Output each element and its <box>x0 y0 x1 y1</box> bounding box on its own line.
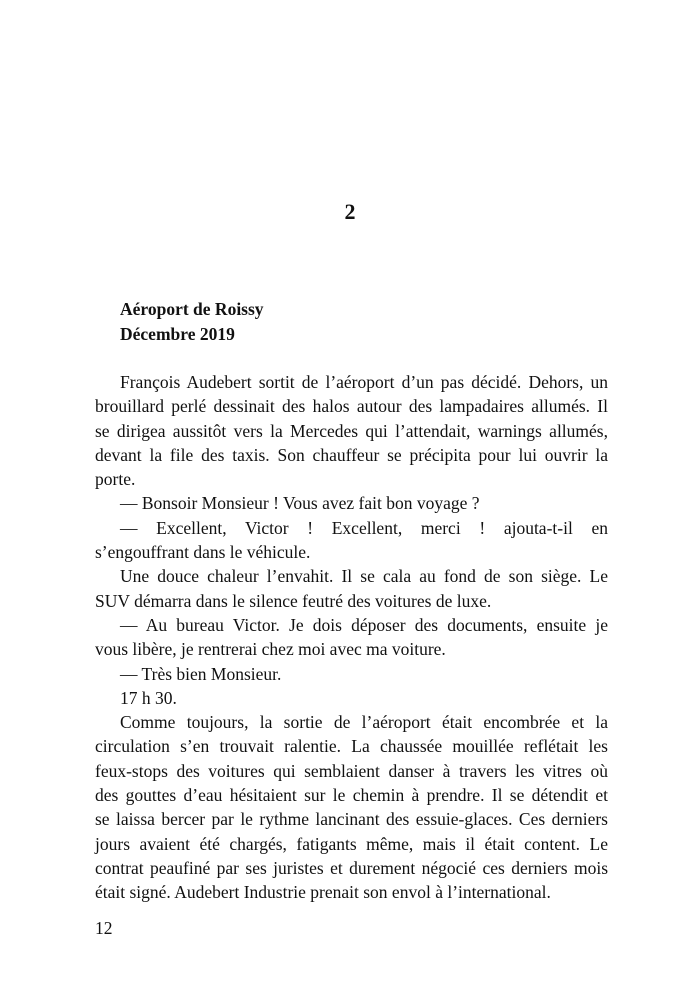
text-line: vous libère, je rentrerai chez moi avec ma voiture. <box>95 639 446 660</box>
text-line: porte. <box>95 469 136 490</box>
heading-place: Aéroport de Roissy <box>120 299 264 319</box>
text-line: — Très bien Monsieur. <box>120 663 282 684</box>
paragraph <box>95 686 608 710</box>
text-line: s’engouffrant dans le véhicule. <box>95 542 311 563</box>
heading-date: Décembre 2019 <box>120 324 235 344</box>
paragraph <box>95 491 608 515</box>
text-line: 17 h 30. <box>120 687 177 708</box>
page-number: 12 <box>95 918 113 938</box>
text-line: était signé. Audebert Industrie prenait son envol à l’international. <box>95 882 551 903</box>
text-line: se laissa bercer par le rythme lancinant des essuie-glaces. Ces derniers <box>95 809 608 830</box>
text-line: — Au bureau Victor. Je dois déposer des documents, ensuite je <box>120 614 608 635</box>
text-line: — Excellent, Victor ! Excellent, merci ! ajouta-t-il en <box>120 517 608 538</box>
paragraph <box>95 613 608 662</box>
text-line: brouillard perlé dessinait des halos autour des lampadaires allumés. Il <box>95 396 608 417</box>
paragraph <box>95 662 608 686</box>
text-line: devant la file des taxis. Son chauffeur se précipita pour lui ouvrir la <box>95 444 608 465</box>
text-line: des gouttes d’eau hésitaient sur le chemin à prendre. Il se détendit et <box>95 785 608 806</box>
paragraph <box>95 516 608 565</box>
text-line: contrat peaufiné par ses juristes et durement négocié ces derniers mois <box>95 857 608 878</box>
text-line: circulation s’en trouvait ralentie. La chaussée mouillée reflétait les <box>95 736 608 757</box>
text-line: se dirigea aussitôt vers la Mercedes qui l’attendait, warnings allumés, <box>95 420 608 441</box>
chapter-number: 2 <box>344 199 356 224</box>
paragraph <box>95 564 608 613</box>
text-line: SUV démarra dans le silence feutré des voitures de luxe. <box>95 590 492 611</box>
text-line: jours avaient été chargés, fatigants même, mais il était content. Le <box>95 833 608 854</box>
text-line: feux-stops des voitures qui semblaient danser à travers les vitres où <box>95 760 608 781</box>
text-line: Une douce chaleur l’envahit. Il se cala au fond de son siège. Le <box>120 566 608 587</box>
paragraph <box>95 710 608 904</box>
text-line: — Bonsoir Monsieur ! Vous avez fait bon voyage ? <box>120 493 480 514</box>
text-line: François Audebert sortit de l’aéroport d’un pas décidé. Dehors, un <box>120 372 608 392</box>
body-text <box>95 370 608 905</box>
paragraph <box>95 370 608 491</box>
chapter-heading <box>120 297 264 347</box>
text-line: Comme toujours, la sortie de l’aéroport était encombrée et la <box>120 712 608 733</box>
